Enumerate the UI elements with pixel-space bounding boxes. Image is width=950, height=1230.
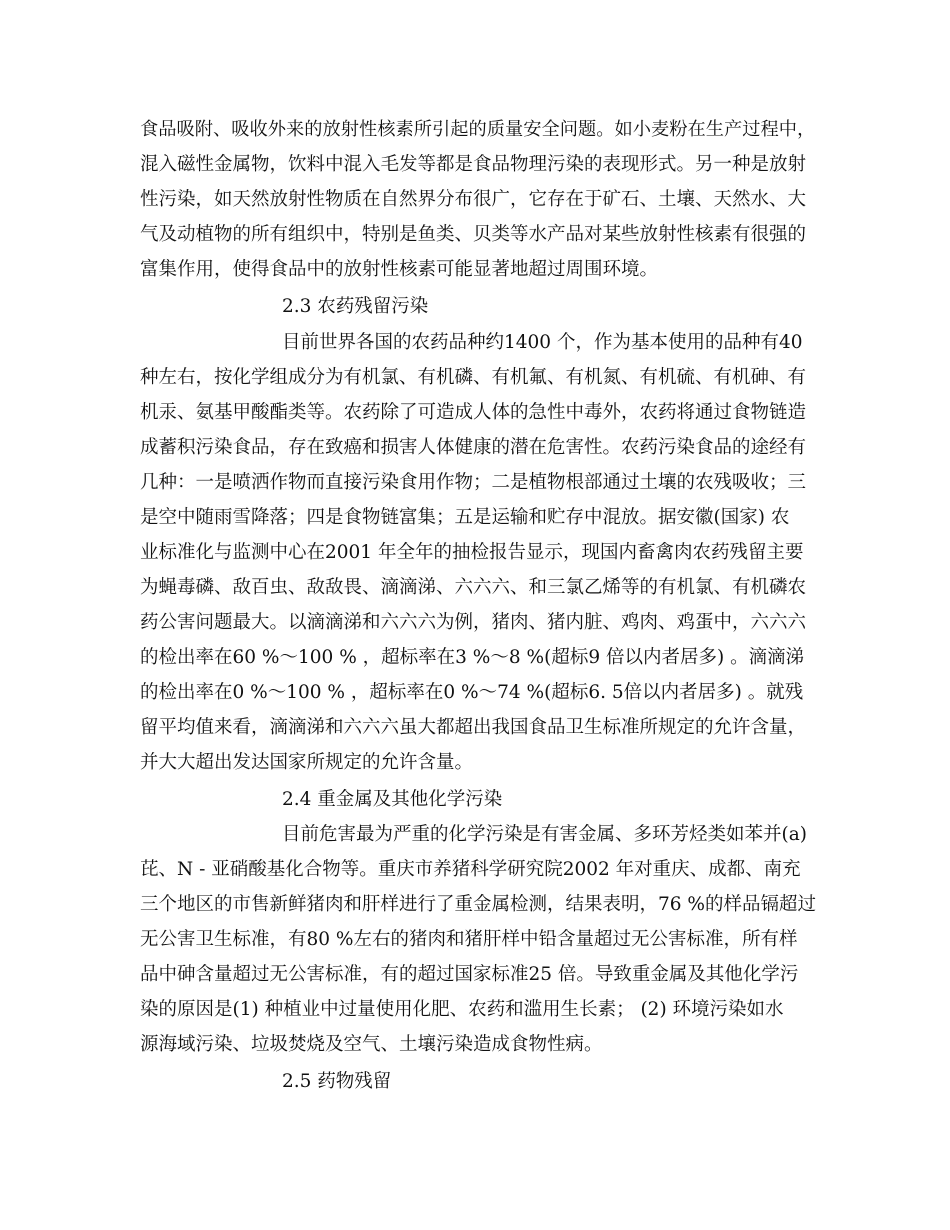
paragraph-line: 芘、N - 亚硝酸基化合物等。重庆市养猪科学研究院2002 年对重庆、成都、南充 (140, 859, 801, 880)
paragraph-line: 富集作用，使得食品中的放射性核素可能显著地超过周围环境。 (140, 259, 659, 280)
section-heading-2-5: 2.5 药物残留 (282, 1071, 392, 1092)
paragraph-line: 染的原因是(1) 种植业中过量使用化肥、农药和滥用生长素； (2) 环境污染如水 (140, 999, 784, 1020)
paragraph-line: 为蝇毒磷、敌百虫、敌敌畏、滴滴涕、六六六、和三氯乙烯等的有机氯、有机磷农 (140, 577, 807, 598)
paragraph-line: 并大大超出发达国家所规定的允许含量。 (140, 752, 474, 773)
paragraph-line: 业标准化与监测中心在2001 年全年的抽检报告显示，现国内畜禽肉农药残留主要 (140, 542, 804, 563)
paragraph-line: 的检出率在0 %～100 % ，超标率在0 %～74 %(超标6. 5倍以内者居多) 。就残 (140, 682, 804, 703)
paragraph-line: 成蓄积污染食品，存在致癌和损害人体健康的潜在危害性。农药污染食品的途经有 (140, 437, 807, 458)
paragraph-line: 几种：一是喷洒作物而直接污染食用作物；二是植物根部通过土壤的农残吸收；三 (140, 472, 807, 493)
paragraph-line: 无公害卫生标准，有80 %左右的猪肉和猪肝样中铅含量超过无公害标准，所有样 (140, 929, 798, 950)
section-heading-2-4: 2.4 重金属及其他化学污染 (282, 789, 503, 810)
paragraph-line: 留平均值来看，滴滴涕和六六六虽大都超出我国食品卫生标准所规定的允许含量， (140, 717, 807, 738)
paragraph-line: 是空中随雨雪降落；四是食物链富集；五是运输和贮存中混放。据安徽(国家) 农 (140, 507, 790, 528)
section-heading-2-3: 2.3 农药残留污染 (282, 296, 429, 317)
paragraph-line: 品中砷含量超过无公害标准，有的超过国家标准25 倍。导致重金属及其他化学污 (140, 964, 799, 985)
paragraph-line: 三个地区的市售新鲜猪肉和肝样进行了重金属检测，结果表明，76 %的样品镉超过 (140, 894, 817, 915)
paragraph-line: 气及动植物的所有组织中，特别是鱼类、贝类等水产品对某些放射性核素有很强的 (140, 224, 807, 245)
paragraph-line: 目前世界各国的农药品种约1400 个，作为基本使用的品种有40 (282, 332, 803, 353)
paragraph-line: 源海域污染、垃圾焚烧及空气、土壤污染造成食物性病。 (140, 1034, 603, 1055)
paragraph-line: 药公害问题最大。以滴滴涕和六六六为例，猪肉、猪内脏、鸡肉、鸡蛋中，六六六 (140, 612, 807, 633)
paragraph-line: 食品吸附、吸收外来的放射性核素所引起的质量安全问题。如小麦粉在生产过程中， (140, 119, 816, 140)
paragraph-line: 种左右，按化学组成分为有机氯、有机磷、有机氟、有机氮、有机硫、有机砷、有 (140, 367, 807, 388)
paragraph-line: 混入磁性金属物，饮料中混入毛发等都是食品物理污染的表现形式。另一种是放射 (140, 154, 807, 175)
paragraph-line: 的检出率在60 %～100 % ，超标率在3 %～8 %(超标9 倍以内者居多) 。滴滴涕 (140, 647, 805, 668)
paragraph-line: 机汞、氨基甲酸酯类等。农药除了可造成人体的急性中毒外，农药将通过食物链造 (140, 402, 807, 423)
paragraph-line: 目前危害最为严重的化学污染是有害金属、多环芳烃类如苯并(a) (282, 824, 807, 845)
paragraph-line: 性污染，如天然放射性物质在自然界分布很广，它存在于矿石、土壤、天然水、大 (140, 189, 807, 210)
